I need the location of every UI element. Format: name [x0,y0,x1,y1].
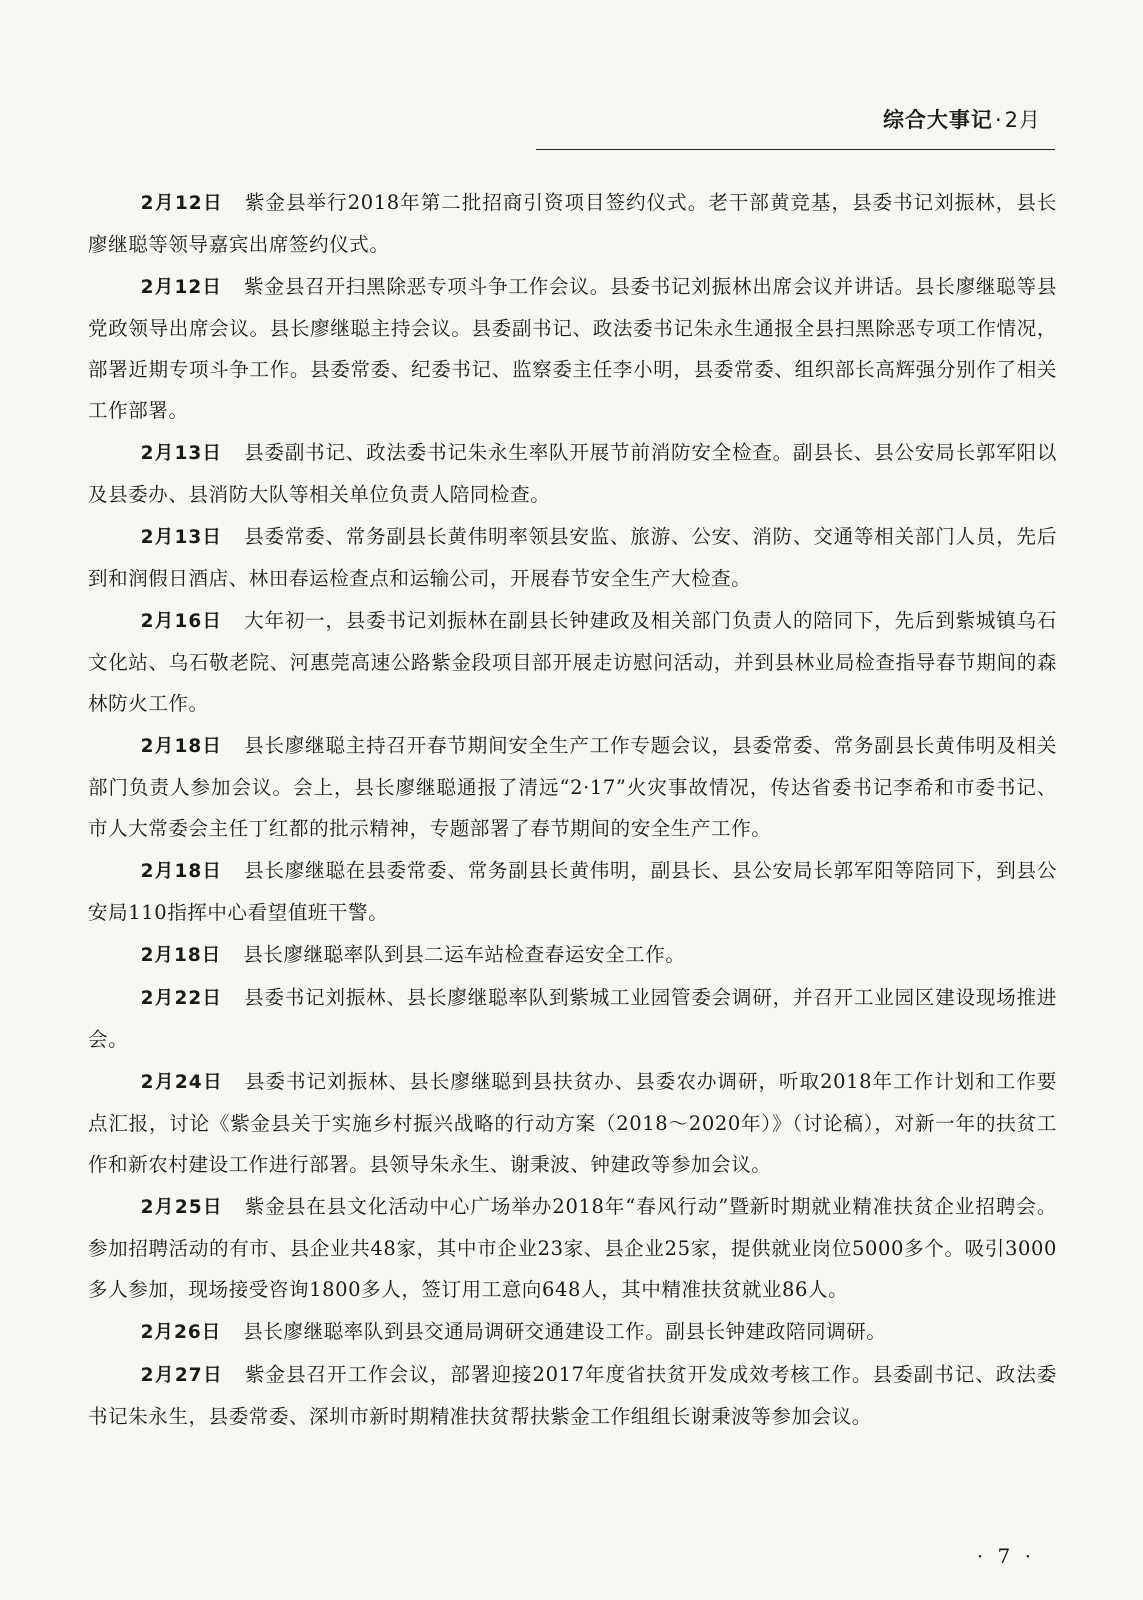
entry-date: 2月18日 [140,736,223,757]
entry-date: 2月13日 [140,527,223,548]
chronicle-entry [88,934,1057,976]
chronicle-entry [88,1061,1057,1185]
chronicle-entry [88,850,1057,933]
chronicle-entry [88,516,1057,599]
entry-text: 县委常委、常务副县长黄伟明率领县安监、旅游、公安、消防、交通等相关部门人员，先后到和润假日酒店、林田春运检查点和运输公司，开展春节安全生产大检查。 [88,525,1057,590]
entry-date: 2月18日 [140,861,223,882]
entry-text: 县长廖继聪主持召开春节期间安全生产工作专题会议，县委常委、常务副县长黄伟明及相关部门负责人参加会议。会上，县长廖继聪通报了清远“2·17”火灾事故情况，传达省委书记李希和市委书记、市人大常委会主任丁红都的批示精神，专题部署了春节期间的安全生产工作。 [88,734,1057,840]
running-header [883,104,1041,134]
chronicle-entry [88,1354,1057,1437]
chronicle-body [88,182,1057,1438]
entry-date: 2月13日 [140,443,223,464]
header-month: 2月 [1004,108,1041,132]
entry-text: 紫金县召开扫黑除恶专项斗争工作会议。县委书记刘振林出席会议并讲话。县长廖继聪等县党政领导出席会议。县长廖继聪主持会议。县委副书记、政法委书记朱永生通报全县扫黑除恶专项工作情况，部署近期专项斗争工作。县委常委、纪委书记、监察委主任李小明，县委常委、组织部长高辉强分别作了相关工作部署。 [88,275,1057,422]
chronicle-entry [88,600,1057,724]
chronicle-entry [88,1311,1057,1353]
header-separator: · [994,108,1003,132]
entry-date: 2月27日 [140,1365,224,1386]
entry-text: 大年初一，县委书记刘振林在副县长钟建政及相关部门负责人的陪同下，先后到紫城镇乌石文化站、乌石敬老院、河惠莞高速公路紫金段项目部开展走访慰问活动，并到县林业局检查指导春节期间的森林防火工作。 [88,609,1057,715]
chronicle-entry [88,1186,1057,1310]
chronicle-entry [88,266,1057,431]
entry-text: 县委书记刘振林、县长廖继聪到县扶贫办、县委农办调研，听取2018年工作计划和工作要点汇报，讨论《紫金县关于实施乡村振兴战略的行动方案（2018～2020年）》（讨论稿），对新一年的扶贫工作和新农村建设工作进行部署。县领导朱永生、谢秉波、钟建政等参加会议。 [88,1070,1057,1176]
entry-date: 2月18日 [140,945,222,966]
page-number: · 7 · [976,1544,1035,1568]
entry-text: 县长廖继聪率队到县交通局调研交通建设工作。副县长钟建政陪同调研。 [243,1320,887,1343]
entry-date: 2月16日 [140,611,223,632]
entry-text: 县委书记刘振林、县长廖继聪率队到紫城工业园管委会调研，并召开工业园区建设现场推进会。 [88,986,1057,1051]
entry-date: 2月22日 [140,988,223,1009]
entry-text: 县委副书记、政法委书记朱永生率队开展节前消防安全检查。副县长、县公安局长郭军阳以及县委办、县消防大队等相关单位负责人陪同检查。 [88,441,1057,506]
chronicle-entry [88,182,1057,265]
entry-text: 紫金县召开工作会议，部署迎接2017年度省扶贫开发成效考核工作。县委副书记、政法委书记朱永生，县委常委、深圳市新时期精准扶贫帮扶紫金工作组组长谢秉波等参加会议。 [88,1363,1057,1428]
chronicle-entry [88,725,1057,849]
entry-text: 紫金县举行2018年第二批招商引资项目签约仪式。老干部黄竞基，县委书记刘振林，县长廖继聪等领导嘉宾出席签约仪式。 [88,191,1057,256]
entry-text: 紫金县在县文化活动中心广场举办2018年“春风行动”暨新时期就业精准扶贫企业招聘会。参加招聘活动的有市、县企业共48家，其中市企业23家、县企业25家，提供就业岗位5000多个。吸引3000多人参加，现场接受咨询1800多人，签订用工意向648人，其中精准扶贫就业86人。 [88,1195,1057,1301]
entry-date: 2月12日 [140,193,224,214]
entry-text: 县长廖继聪在县委常委、常务副县长黄伟明，副县长、县公安局长郭军阳等陪同下，到县公安局110指挥中心看望值班干警。 [88,859,1057,924]
header-section-title: 综合大事记 [882,108,993,132]
entry-date: 2月26日 [140,1322,222,1343]
header-rule [536,149,1055,150]
entry-date: 2月25日 [140,1197,223,1218]
chronicle-entry [88,432,1057,515]
chronicle-entry [88,977,1057,1060]
entry-text: 县长廖继聪率队到县二运车站检查春运安全工作。 [243,943,686,966]
entry-date: 2月12日 [140,277,223,298]
entry-date: 2月24日 [140,1072,224,1093]
